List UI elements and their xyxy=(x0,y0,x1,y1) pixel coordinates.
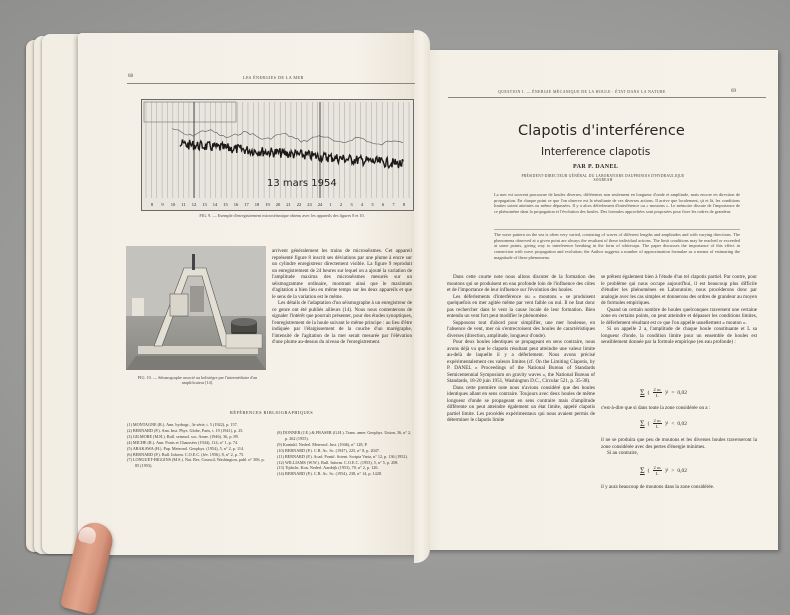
affiliation-line: SOGREAH xyxy=(593,178,613,182)
article-byline: PAR P. DANEL xyxy=(573,164,619,170)
amplitude-trace xyxy=(172,129,403,145)
reference-item: (7) LONGUET-HIGGINS (M.S.). Nat. Res. Council, Washington, publ. n° 306, p. 85 (1953). xyxy=(127,457,265,469)
article-subtitle: Interference clapotis xyxy=(541,146,651,158)
hour-tick-label: 20 xyxy=(275,202,281,207)
hour-tick-label: 19 xyxy=(265,202,270,207)
reference-item: (5) ARAKAWA (H.). Pap. Meteorol. Geophys. (1954), 5, n° 2, p. 114. xyxy=(127,445,245,451)
equation-1: Σ ( $\frac{\text{2 aₙ}}{L}$ )² = 0,02 xyxy=(640,387,688,398)
hour-tick-label: 1 xyxy=(329,202,332,207)
hour-tick-label: 14 xyxy=(212,202,218,207)
references-column-right xyxy=(277,430,415,477)
hour-tick-label: 10 xyxy=(170,202,176,207)
figure-10-photo xyxy=(126,246,266,370)
paragraph: Supposons tout d'abord pour simplifier, une mer houleuse, en l'absence de vent, mer où s'entrecroisent des houles de caractéristiques diverses (direction, amplitude, longueur d'onde). xyxy=(447,319,595,339)
hour-tick-label: 3 xyxy=(350,202,353,207)
hour-tick-label: 21 xyxy=(286,202,291,207)
paragraph: se prêtent également bien à l'étude d'un tel clapotis partiel. Par contre, pour le problème qui nous occupe aujourd'hui, il est beaucoup plus difficile d'étudier les phénomènes en Laboratoire, nous procéderons donc par analogie avec les cas simples et donnerons des ordres de grandeur au moyen de formules empiriques. xyxy=(601,274,757,306)
reference-item: (6) BERNARD (P.). Bull. Inform. C.O.E.C. (fév. 1956), 8, n° 2, p. 75. xyxy=(127,451,245,457)
fraction: $\frac{\text{2 aₙ}}{L}$ xyxy=(653,465,661,476)
fraction: $\frac{\text{2 aₙ}}{L}$ xyxy=(653,387,661,398)
seismogram-label-box xyxy=(144,102,236,122)
book-gutter xyxy=(414,30,430,563)
hour-tick-label: 13 xyxy=(202,202,207,207)
hour-tick-label: 23 xyxy=(307,202,312,207)
hour-tick-label: 5 xyxy=(371,202,374,207)
reference-item: (14) BERNARD (P.). C.R. Ac. Sc. (1954), 238, n° 14, p. 1428. xyxy=(277,471,382,477)
figure-9-seismogram xyxy=(141,99,414,211)
hour-tick-label: 24 xyxy=(317,202,323,207)
right-header-rule xyxy=(448,97,766,98)
equation-operator: < xyxy=(671,420,675,427)
paragraph: Dans cette première note nous n'avions considéré que des houles identiques allant en sens contraire. Toujours avec deux houles de même longueur d'onde se propageant en sens contraire mais d'amplitude différente on peut atteindre également un état limite, appelé clapotis partiel limite. Les procédés expérimentaux qui nous avaient permis de déterminer le clapotis limite xyxy=(447,384,595,423)
left-running-head: LES ÉNERGIES DE LA MER xyxy=(243,75,304,80)
figure-9-caption: FIG. 9. — Exemple d'enregistrement microséismique obtenu avec les appareils des figures 8 et 10. xyxy=(199,213,365,218)
hour-tick-label: 12 xyxy=(191,202,197,207)
reference-item: (1) MONTAGNE (R.). Ann. hydrogr., 3e série, t. 5 (1922), p. 157. xyxy=(127,422,238,427)
paragraph: Si au contraire, xyxy=(607,450,638,456)
equation-text xyxy=(601,437,757,457)
hour-tick-label: 17 xyxy=(244,202,249,207)
reference-item: (3) GILMORE (M.H.). Bull. seismol. soc. Amer. (1946), 36, p. 89. xyxy=(127,433,239,439)
microseism-trace xyxy=(180,140,403,169)
equation-3: Σ ( $\frac{\text{2 aₙ}}{L}$ )² > 0,02 xyxy=(640,465,688,476)
seismograph-apparatus-image xyxy=(126,246,266,370)
paragraph: arrivent généralement les trains de microséismes. Cet appareil représenté figure 8 inscrit ses déviations par une plume à encre sur un cylindre enregistreur directement visible. La figure 9 reproduit un enregistrement de 24 heures sur lequel on a ajouté la variation de l'amplitude maxima des microséismes mesurés sur un séismogramme ordinaire, montrant ainsi que le maximum d'agitation a bien lieu en même temps sur les deux appareils et que le sens de la variation est le même. xyxy=(272,248,412,300)
right-folio: 69 xyxy=(731,89,736,94)
left-body-text xyxy=(272,248,412,346)
paragraph: Les déferlements d'interférence ou « moutons » se produisent quelquefois en mer agitée même par vent faible ou nul. Il ne faut donc pas rechercher dans le vent la cause locale de leur formation. Bien entendu un vent fort peut modifier le phénomène. xyxy=(447,293,595,319)
reference-item: (12) WILLIAMS (W.W.). Bull. Inform. C.O.E.C. (1953), 5, n° 5, p. 208. xyxy=(277,459,399,465)
right-body-column-1 xyxy=(447,274,595,424)
sigma-symbol: Σ xyxy=(640,466,645,475)
paragraph: Si on appelle 2 a, l'amplitude de chaque houle constituante et L sa longueur d'onde, la condition limite pour un ensemble de houles est sensiblement donnée par la formule empirique (en eau profonde) : xyxy=(601,326,757,345)
article-title: Clapotis d'interférence xyxy=(518,123,685,139)
hour-tick-label: 2 xyxy=(339,202,343,207)
equation-value: 0,02 xyxy=(677,389,688,396)
equation-value: 0,02 xyxy=(677,420,688,427)
hour-tick-label: 7 xyxy=(392,202,395,207)
reference-item: (11) BERNARD (P.). Acad. Pontif. Scient. Scripta Varia, n° 12, p. 136 (1952). xyxy=(277,453,408,459)
equation-value: 0,02 xyxy=(677,467,688,474)
hour-tick-label: 11 xyxy=(181,202,186,207)
seismogram-date-label: 13 mars 1954 xyxy=(267,178,337,189)
seismogram-chart xyxy=(142,100,413,210)
reference-item: (8) DONNER (J.E.) & FRASER (G.H.). Trans. amer. Geophys. Union, 36, n° 2, p. 262 (1955). xyxy=(277,430,412,441)
abstract-french: La mer est souvent parcourue de houles diverses, différentes non seulement en longueur d'onde et amplitude, mais encore en direction de propagation. En chaque point ce que l'on observe est la résultante de ces diverses actions. Il arrive que localement, çà et là, les conditions limites soient atteintes ou même dépassées. Il y a alors déferlement d'interférence ou « moutons ». Le mémoire discute de l'importance de ce phénomène dans la propagation et l'évolution des houles. Des formules approchées sont proposées pour fixer les ordres de grandeur. xyxy=(494,192,740,215)
reference-item: (2) BERNARD (P.). Ann. Inst. Phys. Globe, Paris, t. 19 (1941), p. 25. xyxy=(127,427,244,433)
reference-item: (9) Koninkl. Nederl. Meteorol. Inst. (1946), n° 128, P. xyxy=(277,441,368,447)
figure-10-caption: FIG. 10. — Séismographe associé au holistègre par l'intermédiaire d'un amplificateur [14]. xyxy=(137,375,258,386)
hour-tick-label: 6 xyxy=(381,202,385,207)
hour-tick-label: 18 xyxy=(254,202,260,207)
right-body-column-2 xyxy=(601,274,757,346)
affiliation-line: PRÉSIDENT-DIRECTEUR GÉNÉRAL DU LABORATOIRE DAUPHINOIS D'HYDRAULIQUE xyxy=(521,174,685,178)
paragraph: Quand un certain nombre de houles quelconques traversent une certaine zone en certains points, on peut atteindre et dépasser les conditions limites, le déferlement résultant est ce que l'on appelle usuellement « mouton ». xyxy=(601,306,757,326)
reference-item: (4) MICHE (R.). Ann. Ponts et Chaussées (1944), 114, n° 1, p. 74. xyxy=(127,439,239,445)
hour-tick-label: 8 xyxy=(402,202,406,207)
hour-tick-label: 15 xyxy=(223,202,228,207)
equation-operator: = xyxy=(671,389,675,396)
reference-item: (13) Tijdschr. Kon. Nederl. Aardrijk (1953), 70, n° 2, p. 126. xyxy=(277,465,379,471)
references-heading: RÉFÉRENCES BIBLIOGRAPHIQUES xyxy=(230,410,314,415)
hour-tick-label: 22 xyxy=(296,202,302,207)
fraction: $\frac{\text{2 aₙ}}{L}$ xyxy=(653,418,661,429)
sigma-symbol: Σ xyxy=(640,419,645,428)
hour-tick-label: 16 xyxy=(233,202,239,207)
hour-tick-label: 9 xyxy=(161,202,164,207)
equation-text: il y aura beaucoup de moutons dans la zone considérée. xyxy=(601,484,715,490)
paragraph: il ne se produira que peu de moutons et les diverses houles traverseront la zone considérée avec des pertes d'énergie minimes. xyxy=(601,437,757,450)
references-column-left xyxy=(127,422,269,469)
right-running-head: QUESTION I. — ÉNERGIE MÉCANIQUE DE LA HOULE : ÉTAT DANS LA NATURE xyxy=(498,90,666,94)
hour-tick-label: 4 xyxy=(360,202,364,207)
reference-item: (10) BERNARD (P.). C.R. Ac. Sc. (1947), 225, n° 8, p. 2047. xyxy=(277,447,380,453)
sigma-symbol: Σ xyxy=(640,388,645,397)
paragraph: Les détails de l'adaptation d'un séismographe à un enregistreur de ce genre ont été publiés ailleurs (14). Nous nous contenterons de signaler l'intérêt que pourrait présenter, pour des études synoptiques, l'enregistrement de la houle suivant le même principe : au lieu d'être indiquée par l'élargissement de la couche d'un marégraphe, l'intensité de l'agitation de la mer serait mesurée par l'élévation d'une plume au-dessus du niveau de l'enregistrement. xyxy=(272,300,412,345)
left-folio: 68 xyxy=(128,74,133,79)
abstract-divider xyxy=(494,229,740,230)
abstract-english: The wave pattern on the sea is often very varied, consisting of waves of different lengths and amplitudes and with varying directions. The phenomena observed at a given point are always the resultant of these individual actions. The limit conditions may be reached or exceeded at some points, giving way to interference breaking in the form of whitecaps. The paper discusses the importance of this effect in connection with wave propagation and evolution; the Author suggests a number of approximation formulae as a means of estimating the magnitude of these phenomena. xyxy=(494,232,740,260)
paragraph: Dans cette courte note nous allons discuter de la formation des moutons qui se produisent en eau profonde loin de l'influence des côtes et de l'importance de leur influence sur l'évolution des houles. xyxy=(447,274,595,293)
left-header-rule xyxy=(127,83,415,84)
hour-tick-label: 8 xyxy=(150,202,154,207)
equation-2: Σ ( $\frac{\text{2 aₙ}}{L}$ )² < 0,02 xyxy=(640,418,688,429)
author-affiliation xyxy=(498,174,708,182)
equation-operator: > xyxy=(671,467,675,474)
equation-text: c'est-à-dire que si dans toute la zone considérée on a : xyxy=(601,405,711,411)
paragraph: Pour deux houles identiques se propageant en sens contraire, nous avons déjà vu que le clapotis résultant peut atteindre une valeur limite au-delà de laquelle il y a déferlement. Nous avons précisé expérimentalement ces valeurs limites (cf. On the Limiting Clapotis, by P. DANEL « Proceedings of the National Bureau of Standards Semicentennial Symposium on gravity waves », the National Bureau of Standards, 18-20 juin 1951, Washington D.C., Circular 521, p. 35-38). xyxy=(447,339,595,384)
